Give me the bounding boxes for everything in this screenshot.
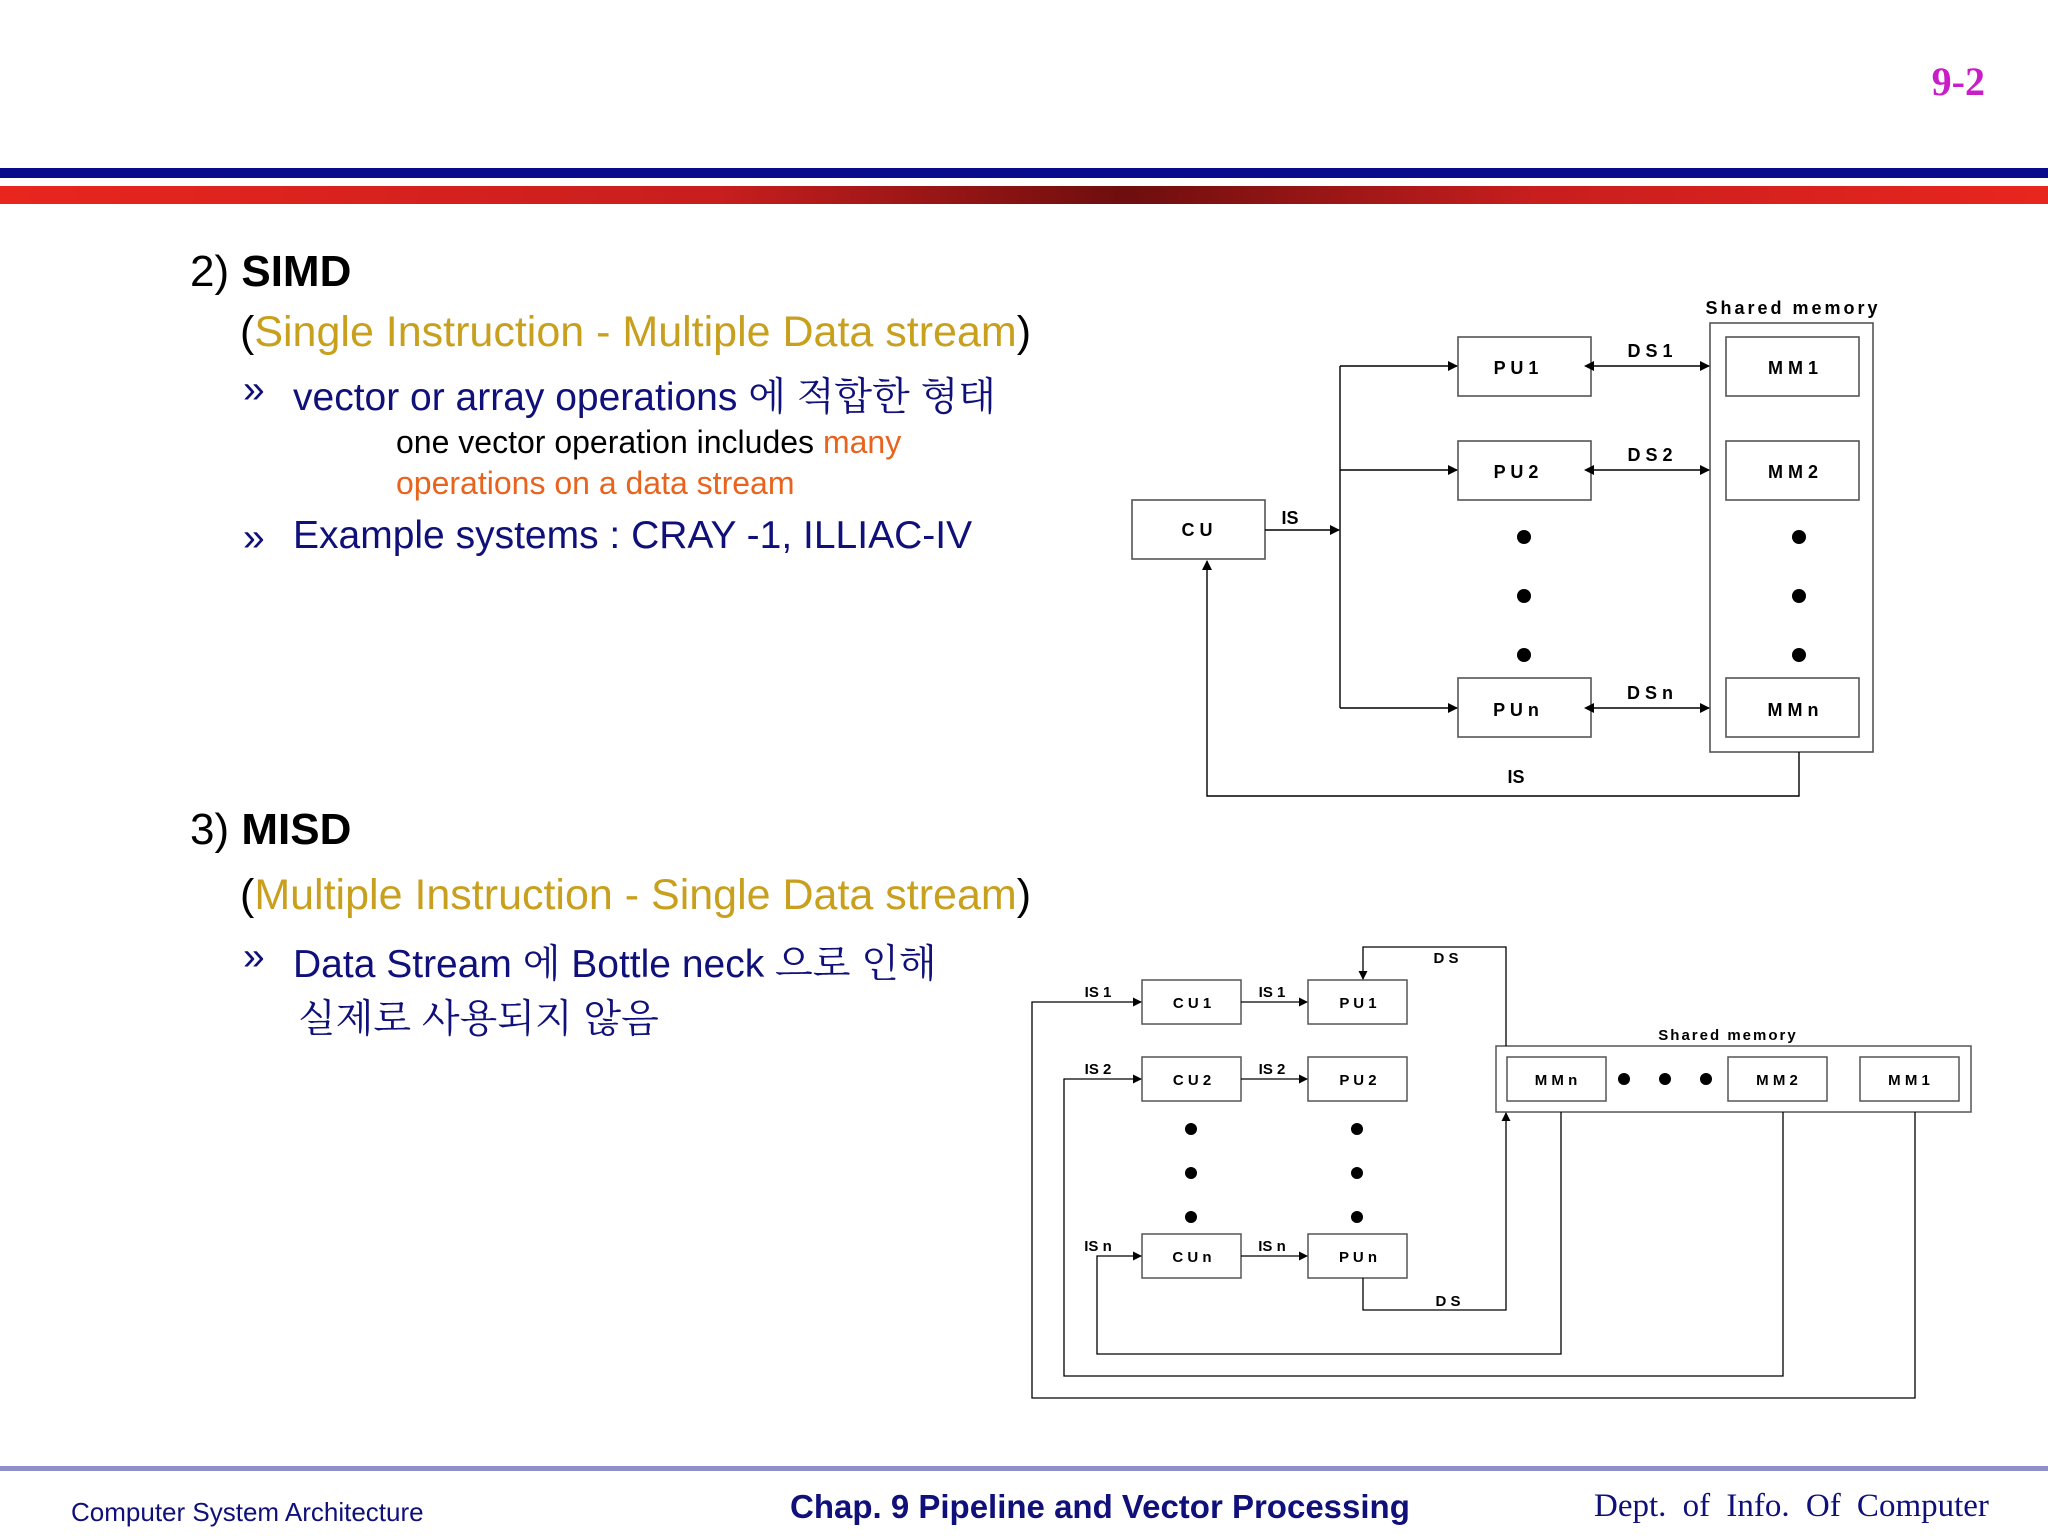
svg-text:P U 2: P U 2 bbox=[1339, 1072, 1377, 1089]
svg-text:IS 2: IS 2 bbox=[1258, 1061, 1286, 1078]
simd-full-name-text: Single Instruction - Multiple Data stream bbox=[254, 308, 1017, 356]
svg-text:IS n: IS n bbox=[1258, 1238, 1286, 1255]
svg-text:P U 2: P U 2 bbox=[1493, 462, 1539, 482]
simd-sub-line-2: operations on a data stream bbox=[396, 465, 795, 501]
svg-text:IS n: IS n bbox=[1084, 1238, 1112, 1255]
svg-text:IS 1: IS 1 bbox=[1084, 984, 1112, 1001]
simd-full-name: (Single Instruction - Multiple Data stream) bbox=[240, 308, 1032, 356]
misd-title: MISD bbox=[241, 805, 352, 854]
svg-text:C U 1: C U 1 bbox=[1172, 995, 1212, 1012]
page-number: 9-2 bbox=[1931, 59, 1985, 104]
svg-text:P U n: P U n bbox=[1493, 700, 1539, 720]
footer-left: Computer System Architecture bbox=[71, 1497, 424, 1527]
simd-sub-line-1: one vector operation includes many bbox=[396, 424, 902, 460]
misd-bullet-1-line-1: Data Stream 에 Bottle neck 으로 인해 bbox=[293, 943, 937, 986]
svg-text:M M 2: M M 2 bbox=[1767, 462, 1819, 482]
misd-number: 3) bbox=[190, 805, 230, 854]
misd-full-name: (Multiple Instruction - Single Data stream) bbox=[240, 871, 1032, 919]
misd-shared-memory-label: Shared memory bbox=[1658, 1027, 1798, 1044]
svg-text:D S: D S bbox=[1433, 950, 1459, 967]
svg-text:D S: D S bbox=[1435, 1293, 1461, 1310]
svg-text:D S 1: D S 1 bbox=[1627, 341, 1673, 361]
svg-text:C U n: C U n bbox=[1172, 1249, 1212, 1266]
misd-bullet-1-line-2: 실제로 사용되지 않음 bbox=[298, 998, 659, 1041]
svg-text:P U 1: P U 1 bbox=[1339, 995, 1377, 1012]
svg-text:IS 2: IS 2 bbox=[1084, 1061, 1112, 1078]
svg-text:IS 1: IS 1 bbox=[1258, 984, 1286, 1001]
footer-right: Dept. of Info. Of Computer bbox=[1594, 1488, 1989, 1524]
simd-shared-memory-label: Shared memory bbox=[1705, 298, 1881, 318]
svg-text:M M 1: M M 1 bbox=[1767, 358, 1819, 378]
svg-text:M M n: M M n bbox=[1767, 700, 1819, 720]
simd-bullet-mark-1: » bbox=[243, 368, 265, 411]
svg-text:P U 1: P U 1 bbox=[1493, 358, 1539, 378]
misd-bullet-mark-1: » bbox=[243, 935, 265, 978]
svg-text:D S 2: D S 2 bbox=[1627, 445, 1673, 465]
svg-text:M M n: M M n bbox=[1534, 1072, 1578, 1089]
svg-text:M M 2: M M 2 bbox=[1756, 1072, 1798, 1089]
svg-text:P U n: P U n bbox=[1338, 1249, 1378, 1266]
svg-text:IS: IS bbox=[1507, 767, 1525, 787]
simd-bullet-1: vector or array operations 에 적합한 형태 bbox=[293, 376, 996, 419]
svg-text:IS: IS bbox=[1281, 508, 1299, 528]
simd-bullet-2: Example systems : CRAY -1, ILLIAC-IV bbox=[293, 514, 973, 557]
simd-bullet-mark-2: » bbox=[243, 516, 265, 559]
svg-text:D S n: D S n bbox=[1626, 683, 1674, 703]
footer-chapter-title: Chap. 9 Pipeline and Vector Processing bbox=[790, 1488, 1410, 1525]
svg-text:M M 1: M M 1 bbox=[1888, 1072, 1930, 1089]
simd-number: 2) bbox=[190, 247, 230, 296]
svg-text:C U 2: C U 2 bbox=[1172, 1072, 1212, 1089]
footer-rule bbox=[0, 1466, 2048, 1471]
simd-title: SIMD bbox=[241, 247, 352, 296]
svg-text:C U: C U bbox=[1181, 520, 1213, 540]
misd-full-name-text: Multiple Instruction - Single Data stream bbox=[254, 871, 1017, 919]
